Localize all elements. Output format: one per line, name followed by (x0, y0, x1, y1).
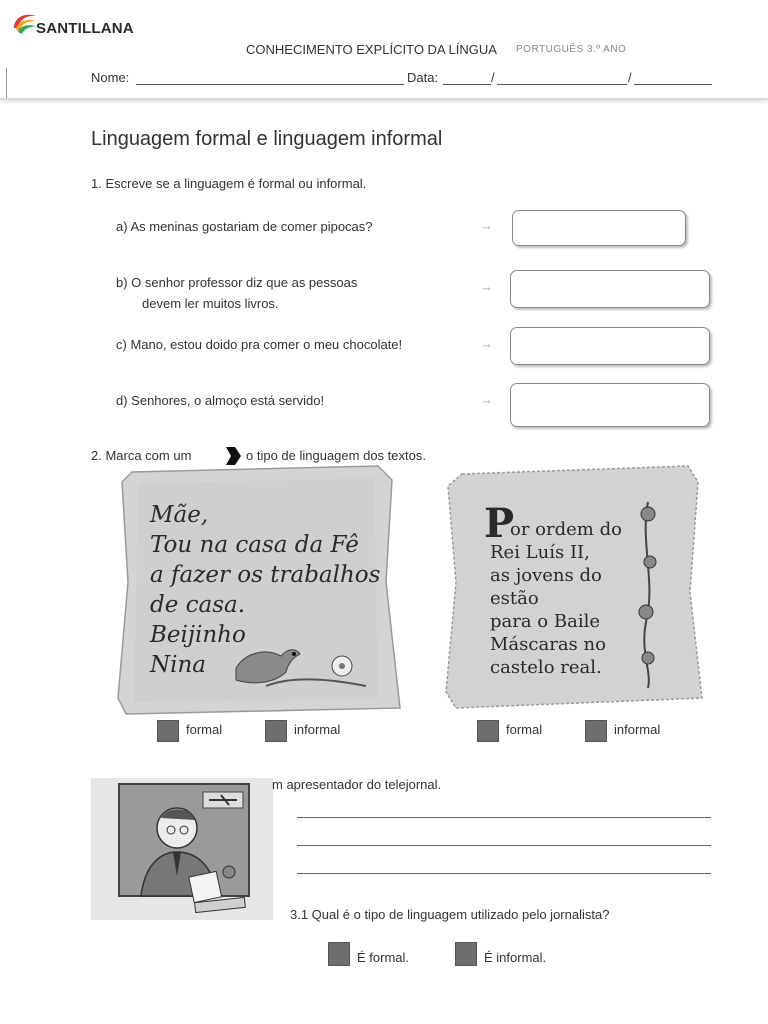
question-1-prompt: 1. Escreve se a linguagem é formal ou informal. (91, 176, 367, 191)
informal-note-line: Tou na casa da Fê (150, 532, 359, 558)
formal-proclamation-line: or ordem do (510, 519, 622, 540)
informal-checkbox-right[interactable] (585, 720, 607, 742)
worksheet-title: CONHECIMENTO EXPLÍCITO DA LÍNGUA (246, 42, 497, 57)
date-day-field[interactable] (443, 84, 491, 85)
date-label: Data: (407, 70, 439, 85)
formal-checkbox-right[interactable] (477, 720, 499, 742)
informal-note-line: de casa. (150, 592, 246, 618)
formal-proclamation-line: estão (490, 588, 539, 609)
arrow-icon: → (480, 392, 493, 407)
formal-label: formal (186, 722, 223, 737)
informal-note-line: Nina (150, 652, 207, 678)
formal-proclamation-line: Máscaras no (490, 634, 606, 655)
informal-label: informal (614, 722, 661, 737)
question-2-prompt-start: 2. Marca com um (91, 448, 192, 463)
date-separator: / (491, 70, 495, 85)
margin-mark (6, 68, 7, 98)
question-1b-text-continued: devem ler muitos livros. (142, 296, 279, 311)
date-year-field[interactable] (634, 84, 712, 85)
question-3-prompt: m apresentador do telejornal. (272, 777, 442, 792)
formal-proclamation-line: as jovens do (490, 565, 602, 586)
informal-note-line: a fazer os trabalhos (150, 562, 381, 588)
answer-line[interactable] (297, 873, 711, 874)
question-1d-text: d) Senhores, o almoço está servido! (116, 393, 325, 408)
answer-box-1c[interactable] (510, 327, 710, 365)
formal-proclamation-line: para o Baile (490, 611, 600, 632)
e-formal-checkbox[interactable] (328, 942, 350, 966)
question-1a-text: a) As meninas gostariam de comer pipocas? (116, 219, 373, 234)
answer-box-1a[interactable] (512, 210, 686, 246)
e-informal-label: É informal. (484, 950, 547, 965)
drop-cap-letter: P (484, 500, 515, 547)
date-separator: / (628, 70, 632, 85)
formal-proclamation-line: castelo real. (490, 657, 602, 678)
informal-note-line: Beijinho (150, 622, 246, 648)
arrow-icon: → (480, 279, 493, 294)
page-title: Linguagem formal e linguagem informal (91, 128, 443, 150)
answer-line[interactable] (297, 817, 711, 818)
date-month-field[interactable] (497, 84, 627, 85)
name-field[interactable] (136, 84, 404, 85)
arrow-icon: → (480, 336, 493, 351)
answer-box-1b[interactable] (510, 270, 710, 308)
brand-name: SANTILLANA (36, 20, 134, 37)
arrow-icon: → (480, 218, 493, 233)
news-anchor-illustration (91, 778, 273, 920)
e-informal-checkbox[interactable] (455, 942, 477, 966)
santillana-logo-icon (10, 10, 38, 38)
formal-label: formal (506, 722, 543, 737)
formal-proclamation-line: Rei Luís II, (490, 542, 590, 563)
answer-box-1d[interactable] (510, 383, 710, 427)
question-2-prompt-end: o tipo de linguagem dos textos. (246, 448, 426, 463)
formal-checkbox-left[interactable] (157, 720, 179, 742)
question-1c-text: c) Mano, estou doido pra comer o meu chocolate! (116, 337, 403, 352)
name-label: Nome: (91, 70, 130, 85)
informal-label: informal (294, 722, 341, 737)
informal-checkbox-left[interactable] (265, 720, 287, 742)
worksheet-subtitle: PORTUGUÊS 3.º ANO (516, 44, 627, 55)
informal-note-line: Mãe, (150, 502, 209, 528)
question-1b-text: b) O senhor professor diz que as pessoas (116, 275, 358, 290)
answer-line[interactable] (297, 845, 711, 846)
question-3-1-prompt: 3.1 Qual é o tipo de linguagem utilizado pelo jornalista? (290, 907, 610, 922)
e-formal-label: É formal. (357, 950, 410, 965)
